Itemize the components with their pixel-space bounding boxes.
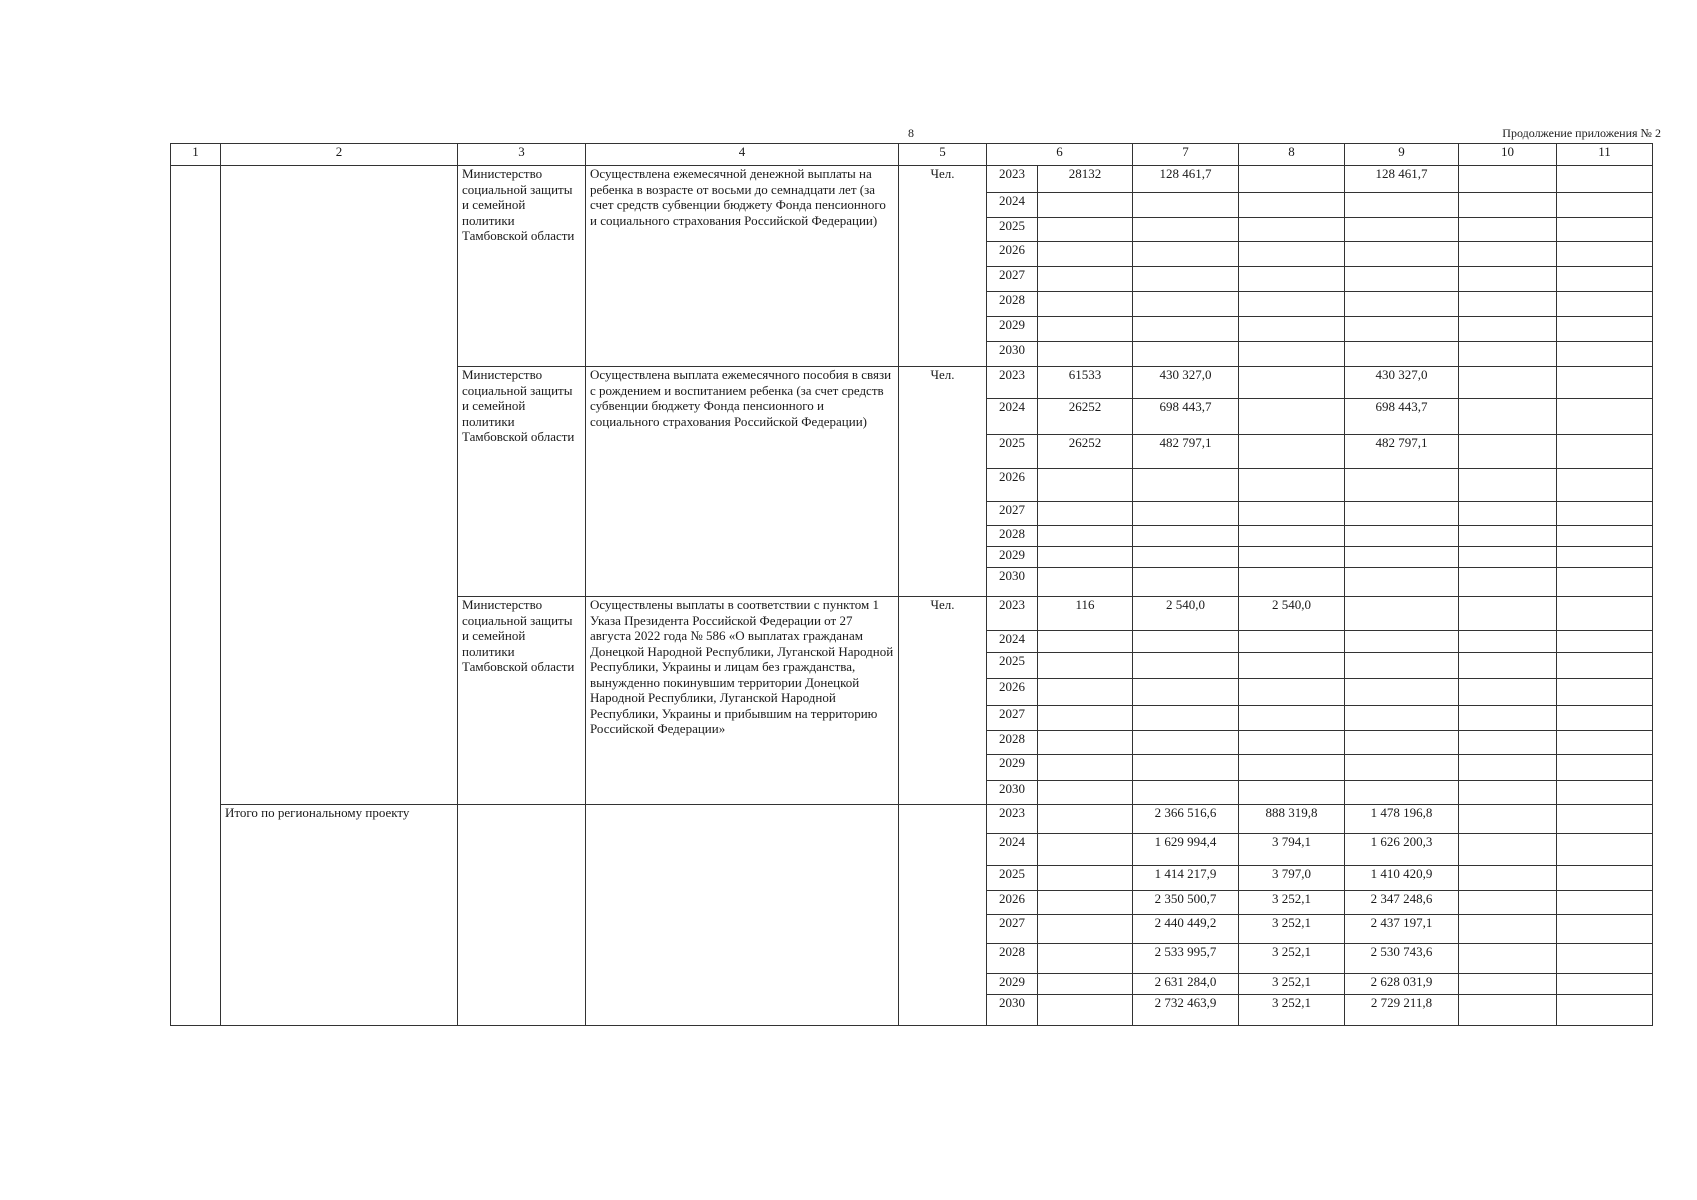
amount-cell <box>1459 597 1557 631</box>
amount-cell: 3 797,0 <box>1239 866 1345 891</box>
amount-cell <box>1557 242 1653 267</box>
year-cell: 2030 <box>987 342 1038 367</box>
quantity-cell <box>1038 242 1133 267</box>
amount-cell <box>1345 597 1459 631</box>
quantity-cell <box>1038 267 1133 292</box>
ministry-cell: Министерство социальной защиты и семейной политики Тамбовской области <box>458 597 586 805</box>
amount-cell: 2 628 031,9 <box>1345 974 1459 995</box>
amount-cell <box>1459 995 1557 1026</box>
amount-cell: 3 252,1 <box>1239 974 1345 995</box>
quantity-cell <box>1038 679 1133 706</box>
amount-cell <box>1133 781 1239 805</box>
quantity-cell: 26252 <box>1038 435 1133 469</box>
amount-cell: 1 414 217,9 <box>1133 866 1239 891</box>
year-cell: 2024 <box>987 631 1038 653</box>
amount-cell <box>1345 193 1459 218</box>
amount-cell <box>1557 866 1653 891</box>
amount-cell <box>1345 218 1459 242</box>
quantity-cell <box>1038 502 1133 526</box>
quantity-cell <box>1038 866 1133 891</box>
amount-cell <box>1557 891 1653 915</box>
amount-cell <box>1133 568 1239 597</box>
unit-cell: Чел. <box>899 166 987 367</box>
quantity-cell: 28132 <box>1038 166 1133 193</box>
amount-cell <box>1239 568 1345 597</box>
appendix-table <box>170 143 1653 1026</box>
amount-cell: 128 461,7 <box>1345 166 1459 193</box>
year-cell: 2028 <box>987 526 1038 547</box>
amount-cell <box>1557 435 1653 469</box>
amount-cell <box>1459 267 1557 292</box>
amount-cell: 2 440 449,2 <box>1133 915 1239 944</box>
year-cell: 2023 <box>987 805 1038 834</box>
amount-cell <box>1345 706 1459 731</box>
year-cell: 2023 <box>987 166 1038 193</box>
amount-cell <box>1133 242 1239 267</box>
year-cell: 2029 <box>987 974 1038 995</box>
quantity-cell <box>1038 547 1133 568</box>
amount-cell <box>1239 435 1345 469</box>
year-cell: 2026 <box>987 242 1038 267</box>
amount-cell <box>1557 944 1653 974</box>
amount-cell: 2 350 500,7 <box>1133 891 1239 915</box>
quantity-cell <box>1038 631 1133 653</box>
amount-cell: 3 252,1 <box>1239 944 1345 974</box>
description-cell: Осуществлены выплаты в соответствии с пунктом 1 Указа Президента Российской Федерации от 27 августа 2022 года № 586 «О выплатах гражданам Донецкой Народной Республики, Луганской Народной Республики, Украины и лицам без гражданства, вынужденно покинувшим территории Донецкой Народной Республики, Луганской Народной Республики, Украины и прибывшим на территорию Российской Федерации» <box>586 597 899 805</box>
amount-cell <box>1239 166 1345 193</box>
header-cell: 7 <box>1133 144 1239 166</box>
amount-cell <box>1459 166 1557 193</box>
amount-cell <box>1459 193 1557 218</box>
amount-cell: 2 533 995,7 <box>1133 944 1239 974</box>
amount-cell: 3 252,1 <box>1239 915 1345 944</box>
amount-cell <box>1239 631 1345 653</box>
amount-cell <box>1133 317 1239 342</box>
year-cell: 2026 <box>987 679 1038 706</box>
amount-cell: 2 437 197,1 <box>1345 915 1459 944</box>
quantity-cell <box>1038 317 1133 342</box>
year-cell: 2026 <box>987 891 1038 915</box>
amount-cell: 2 366 516,6 <box>1133 805 1239 834</box>
total-row <box>171 805 1653 834</box>
amount-cell <box>1557 267 1653 292</box>
amount-cell <box>1557 731 1653 755</box>
year-cell: 2025 <box>987 435 1038 469</box>
amount-cell <box>1557 781 1653 805</box>
year-cell: 2029 <box>987 547 1038 568</box>
quantity-cell <box>1038 891 1133 915</box>
description-cell: Осуществлена ежемесячной денежной выплаты на ребенка в возрасте от восьми до семнадцати лет (за счет средств субвенции бюджету Фонда пенсионного и социального страхования Российской Федерации) <box>586 166 899 367</box>
amount-cell <box>1345 781 1459 805</box>
amount-cell <box>1239 502 1345 526</box>
header-row <box>171 144 1653 166</box>
amount-cell <box>1459 731 1557 755</box>
quantity-cell <box>1038 915 1133 944</box>
amount-cell <box>1557 597 1653 631</box>
amount-cell: 1 629 994,4 <box>1133 834 1239 866</box>
amount-cell <box>1133 731 1239 755</box>
amount-cell <box>1459 547 1557 568</box>
amount-cell <box>1239 267 1345 292</box>
amount-cell <box>1557 399 1653 435</box>
amount-cell <box>1557 706 1653 731</box>
amount-cell: 482 797,1 <box>1345 435 1459 469</box>
amount-cell <box>1133 706 1239 731</box>
quantity-cell <box>1038 731 1133 755</box>
amount-cell <box>1459 915 1557 944</box>
amount-cell <box>1239 367 1345 399</box>
unit-cell: Чел. <box>899 597 987 805</box>
amount-cell <box>1345 755 1459 781</box>
header-cell: 8 <box>1239 144 1345 166</box>
amount-cell <box>1345 342 1459 367</box>
year-cell: 2027 <box>987 915 1038 944</box>
amount-cell: 888 319,8 <box>1239 805 1345 834</box>
year-cell: 2029 <box>987 755 1038 781</box>
amount-cell <box>1459 679 1557 706</box>
year-cell: 2024 <box>987 399 1038 435</box>
amount-cell <box>1459 866 1557 891</box>
amount-cell <box>1133 469 1239 502</box>
amount-cell <box>1557 834 1653 866</box>
amount-cell <box>1133 547 1239 568</box>
amount-cell <box>1557 502 1653 526</box>
amount-cell <box>1557 469 1653 502</box>
amount-cell <box>1345 653 1459 679</box>
quantity-cell <box>1038 526 1133 547</box>
amount-cell <box>1459 834 1557 866</box>
amount-cell <box>1459 891 1557 915</box>
amount-cell <box>1557 805 1653 834</box>
year-cell: 2024 <box>987 193 1038 218</box>
amount-cell <box>1459 469 1557 502</box>
amount-cell <box>1459 706 1557 731</box>
amount-cell <box>1459 944 1557 974</box>
amount-cell <box>1239 218 1345 242</box>
quantity-cell <box>1038 944 1133 974</box>
amount-cell <box>1459 242 1557 267</box>
year-cell: 2028 <box>987 292 1038 317</box>
ministry-cell: Министерство социальной защиты и семейной политики Тамбовской области <box>458 166 586 367</box>
quantity-cell <box>1038 469 1133 502</box>
page-number: 8 <box>908 126 914 140</box>
year-cell: 2025 <box>987 866 1038 891</box>
amount-cell: 430 327,0 <box>1345 367 1459 399</box>
year-cell: 2023 <box>987 597 1038 631</box>
amount-cell <box>1133 502 1239 526</box>
amount-cell <box>1459 755 1557 781</box>
amount-cell: 3 252,1 <box>1239 995 1345 1026</box>
amount-cell <box>1239 399 1345 435</box>
amount-cell <box>1239 781 1345 805</box>
year-cell: 2030 <box>987 568 1038 597</box>
amount-cell <box>1557 568 1653 597</box>
amount-cell <box>1345 526 1459 547</box>
quantity-cell: 116 <box>1038 597 1133 631</box>
quantity-cell <box>1038 995 1133 1026</box>
amount-cell <box>1459 631 1557 653</box>
year-cell: 2029 <box>987 317 1038 342</box>
amount-cell: 3 252,1 <box>1239 891 1345 915</box>
amount-cell <box>1459 781 1557 805</box>
amount-cell <box>1345 547 1459 568</box>
amount-cell: 430 327,0 <box>1133 367 1239 399</box>
amount-cell <box>1557 915 1653 944</box>
amount-cell <box>1345 731 1459 755</box>
quantity-cell <box>1038 568 1133 597</box>
amount-cell <box>1557 193 1653 218</box>
year-cell: 2024 <box>987 834 1038 866</box>
header-cell: 1 <box>171 144 221 166</box>
amount-cell <box>1557 974 1653 995</box>
header-cell: 5 <box>899 144 987 166</box>
amount-cell: 128 461,7 <box>1133 166 1239 193</box>
amount-cell <box>1239 292 1345 317</box>
quantity-cell: 26252 <box>1038 399 1133 435</box>
amount-cell <box>1345 469 1459 502</box>
amount-cell <box>1459 342 1557 367</box>
quantity-cell <box>1038 974 1133 995</box>
amount-cell <box>1345 679 1459 706</box>
year-cell: 2023 <box>987 367 1038 399</box>
amount-cell: 3 794,1 <box>1239 834 1345 866</box>
continuation-note: Продолжение приложения № 2 <box>1502 126 1661 140</box>
quantity-cell <box>1038 781 1133 805</box>
header-cell: 10 <box>1459 144 1557 166</box>
amount-cell <box>1557 755 1653 781</box>
empty-cell <box>458 805 586 1026</box>
description-cell: Осуществлена выплата ежемесячного пособия в связи с рождением и воспитанием ребенка (за счет средств субвенции бюджету Фонда пенсионного и социального страхования Российской Федерации) <box>586 367 899 597</box>
amount-cell <box>1557 342 1653 367</box>
amount-cell <box>1239 242 1345 267</box>
quantity-cell <box>1038 342 1133 367</box>
amount-cell: 698 443,7 <box>1133 399 1239 435</box>
quantity-cell <box>1038 292 1133 317</box>
amount-cell: 2 530 743,6 <box>1345 944 1459 974</box>
amount-cell <box>1239 526 1345 547</box>
year-cell: 2026 <box>987 469 1038 502</box>
amount-cell: 2 729 211,8 <box>1345 995 1459 1026</box>
amount-cell <box>1239 469 1345 502</box>
project-name-cell <box>221 166 458 805</box>
amount-cell <box>1133 755 1239 781</box>
amount-cell: 1 478 196,8 <box>1345 805 1459 834</box>
header-cell: 6 <box>987 144 1133 166</box>
amount-cell <box>1459 568 1557 597</box>
amount-cell <box>1133 653 1239 679</box>
amount-cell <box>1557 317 1653 342</box>
amount-cell <box>1133 342 1239 367</box>
amount-cell: 2 631 284,0 <box>1133 974 1239 995</box>
amount-cell: 2 732 463,9 <box>1133 995 1239 1026</box>
table-row <box>171 166 1653 193</box>
amount-cell <box>1133 526 1239 547</box>
amount-cell <box>1133 267 1239 292</box>
amount-cell <box>1133 292 1239 317</box>
amount-cell <box>1459 974 1557 995</box>
amount-cell <box>1133 193 1239 218</box>
total-label-cell: Итого по региональному проекту <box>221 805 458 1026</box>
quantity-cell <box>1038 805 1133 834</box>
amount-cell <box>1345 242 1459 267</box>
header-cell: 11 <box>1557 144 1653 166</box>
amount-cell <box>1557 679 1653 706</box>
empty-cell <box>586 805 899 1026</box>
amount-cell <box>1345 317 1459 342</box>
amount-cell: 698 443,7 <box>1345 399 1459 435</box>
table-body <box>171 166 1653 1026</box>
amount-cell <box>1345 568 1459 597</box>
year-cell: 2027 <box>987 706 1038 731</box>
amount-cell <box>1239 193 1345 218</box>
amount-cell <box>1557 166 1653 193</box>
quantity-cell <box>1038 193 1133 218</box>
amount-cell <box>1557 995 1653 1026</box>
amount-cell <box>1459 805 1557 834</box>
year-cell: 2030 <box>987 995 1038 1026</box>
year-cell: 2025 <box>987 218 1038 242</box>
year-cell: 2025 <box>987 653 1038 679</box>
amount-cell <box>1557 547 1653 568</box>
amount-cell: 2 540,0 <box>1239 597 1345 631</box>
header-cell: 3 <box>458 144 586 166</box>
amount-cell <box>1239 547 1345 568</box>
amount-cell: 1 410 420,9 <box>1345 866 1459 891</box>
amount-cell <box>1557 218 1653 242</box>
year-cell: 2028 <box>987 944 1038 974</box>
quantity-cell <box>1038 706 1133 731</box>
amount-cell <box>1557 526 1653 547</box>
amount-cell: 482 797,1 <box>1133 435 1239 469</box>
amount-cell <box>1239 342 1345 367</box>
amount-cell <box>1133 218 1239 242</box>
header-cell: 9 <box>1345 144 1459 166</box>
row-number-cell <box>171 166 221 1026</box>
unit-cell: Чел. <box>899 367 987 597</box>
header-cell: 2 <box>221 144 458 166</box>
quantity-cell <box>1038 834 1133 866</box>
amount-cell <box>1557 631 1653 653</box>
year-cell: 2028 <box>987 731 1038 755</box>
amount-cell <box>1459 218 1557 242</box>
quantity-cell <box>1038 755 1133 781</box>
amount-cell <box>1133 679 1239 706</box>
amount-cell <box>1239 679 1345 706</box>
amount-cell <box>1459 399 1557 435</box>
quantity-cell <box>1038 218 1133 242</box>
amount-cell <box>1459 317 1557 342</box>
amount-cell <box>1459 502 1557 526</box>
header-cell: 4 <box>586 144 899 166</box>
amount-cell <box>1239 755 1345 781</box>
amount-cell <box>1239 317 1345 342</box>
amount-cell <box>1459 292 1557 317</box>
amount-cell <box>1557 367 1653 399</box>
amount-cell <box>1557 292 1653 317</box>
year-cell: 2027 <box>987 502 1038 526</box>
amount-cell <box>1239 653 1345 679</box>
amount-cell <box>1239 706 1345 731</box>
amount-cell: 2 347 248,6 <box>1345 891 1459 915</box>
amount-cell <box>1557 653 1653 679</box>
quantity-cell: 61533 <box>1038 367 1133 399</box>
quantity-cell <box>1038 653 1133 679</box>
amount-cell <box>1459 526 1557 547</box>
amount-cell <box>1345 267 1459 292</box>
amount-cell <box>1345 631 1459 653</box>
amount-cell: 1 626 200,3 <box>1345 834 1459 866</box>
year-cell: 2027 <box>987 267 1038 292</box>
empty-cell <box>899 805 987 1026</box>
amount-cell: 2 540,0 <box>1133 597 1239 631</box>
amount-cell <box>1345 292 1459 317</box>
amount-cell <box>1459 435 1557 469</box>
amount-cell <box>1239 731 1345 755</box>
amount-cell <box>1345 502 1459 526</box>
amount-cell <box>1459 653 1557 679</box>
amount-cell <box>1133 631 1239 653</box>
year-cell: 2030 <box>987 781 1038 805</box>
ministry-cell: Министерство социальной защиты и семейной политики Тамбовской области <box>458 367 586 597</box>
amount-cell <box>1459 367 1557 399</box>
